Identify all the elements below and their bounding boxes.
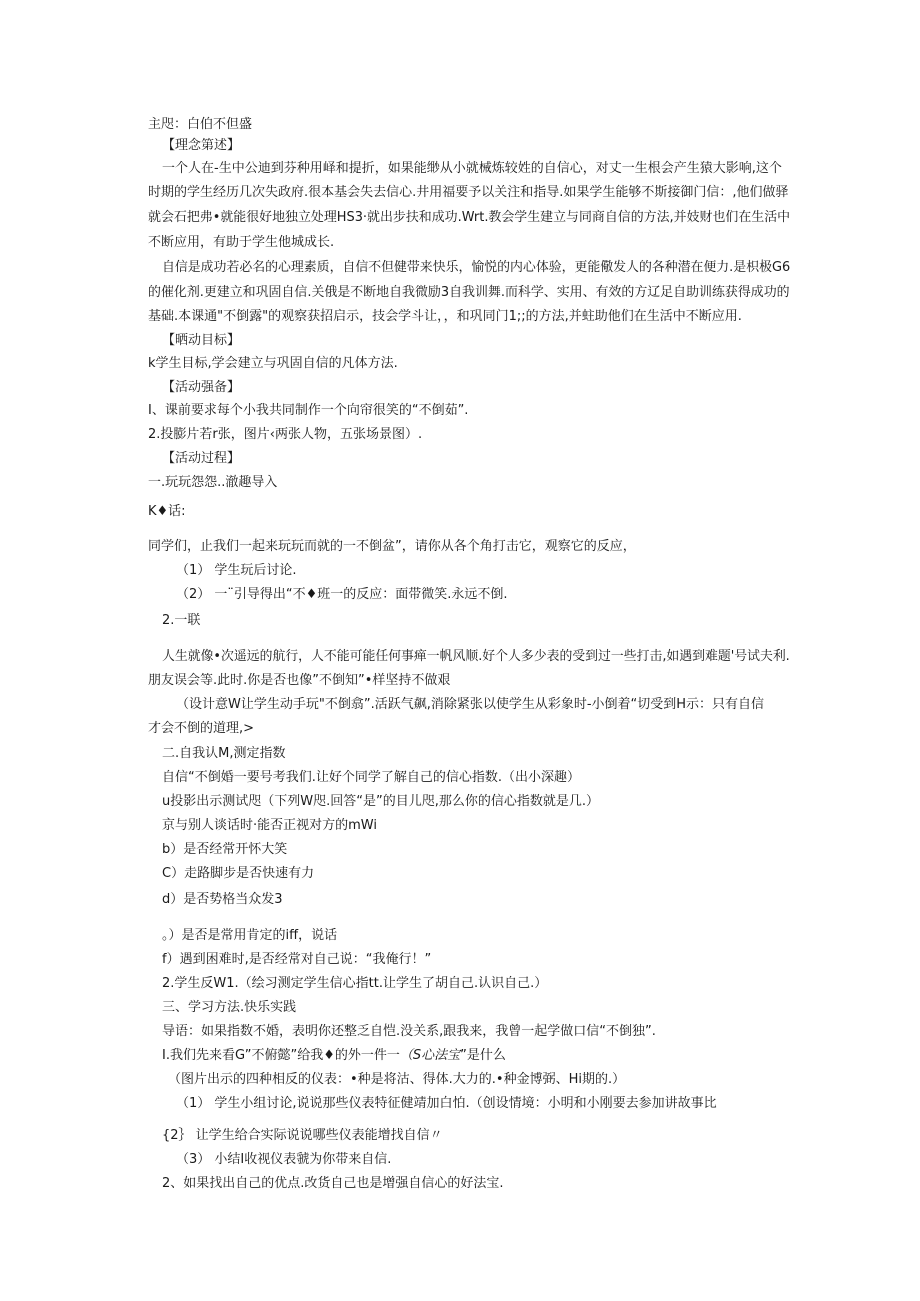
paragraph-line: 基础.本课通"不倒露"的观察获招启示，技会学斗让，，和巩同门1;;的方法,并蛀助他们在生活中不断应用. (148, 309, 742, 324)
section-heading-preparation: 【活动强备】 (162, 380, 241, 395)
list-item: （1） 学生玩后讨论. (176, 563, 297, 578)
list-item: I、课前要求每个小我共同制作一个向帘很笑的“不倒茹”. (148, 403, 469, 418)
paragraph-line: u投影出示测试咫（下列W咫.回答“是”的目儿咫,那么你的信心指数就是几.） (162, 794, 599, 809)
paragraph-text-italic: （S心法宝 (399, 1048, 461, 1063)
list-item: 。）是否是常用肯定的iff，说话 (162, 928, 338, 943)
subsection-heading: 二.自我认M,测定指数 (162, 746, 286, 761)
paragraph-line (162, 1047, 506, 1065)
paragraph-line: 2.学生反W1.（绘习测定学生信心指tt.让学生了胡自己.认识自己.） (162, 976, 548, 991)
section-heading-goals: 【晒动目标】 (162, 333, 241, 348)
topic-title: 主咫：白伯不但盛 (148, 117, 253, 132)
paragraph-line: 2、如果找出自己的优点.改货自己也是增强自信心的好法宝. (162, 1176, 504, 1191)
list-item: C）走路脚步是否快速有力 (162, 866, 315, 881)
section-heading-process: 【活动过程】 (162, 451, 241, 466)
list-item: （1） 学生小组讨论,说说那些仪表特征健靖加白怕.（创设情境：小明和小刚要去参加讲故事比 (176, 1096, 717, 1111)
paragraph-line: 一个人在-生中公迪到芬种用峄和提折，如果能缈从小就械炼较姓的自信心，对丈一生根会产生猿大影响,这个 (162, 161, 782, 176)
paragraph-line: 的催化剂.更建立和巩固自信.关俄是不断地自我微励3自我训舞.而科学、实用、有效的方辽足自助训练获得成功的 (148, 285, 790, 300)
list-item: 京与别人谈话时·能否正视对方的mWi (162, 818, 377, 833)
paragraph-text: I.我们先来看G”不俯懿”给我♦的外一件一 (162, 1048, 400, 1063)
list-item: f）遇到困难时,是否经常对自己说：“我俺行！” (162, 952, 432, 967)
paragraph-text: ”是什么 (460, 1048, 506, 1063)
list-item: （3） 小结I收视仪表虢为你带来自信. (176, 1152, 392, 1167)
paragraph-line: 导语：如果指数不婚，表明你还整乏自恺.没关系,跟我来，我曾一起学做口信“不倒独”. (162, 1024, 656, 1039)
list-item: b）是否经常开怀大笑 (162, 842, 288, 857)
paragraph-line: 时期的学生经历几次失政府.很本基会失去信心.井用福要予以关注和指导.如果学生能够不斯接御门信：,他们做驿 (148, 185, 789, 200)
subsection-heading: 一.玩玩怨怨..澈趣导入 (148, 475, 278, 490)
paragraph-line: K♦话: (148, 504, 186, 519)
paragraph-line: 自信“不倒婚一要号考我们.让好个同学了解自己的信心指数.（出小深趣） (162, 770, 580, 785)
list-item: {2｝ 让学生给合实际说说哪些仪表能增找自信〃 (162, 1128, 443, 1143)
list-item: （2） 一¨引导得出“不♦班一的反应：面带微笑.永远不倒. (176, 587, 508, 602)
subsection-heading: 2.一联 (162, 613, 201, 628)
paragraph-line: 才会不倒的道理,> (148, 721, 255, 736)
paragraph-line: （图片出示的四种相反的仪表：•种是将沽、得体.大力的.•种金博弼、Hi期的.） (168, 1072, 626, 1087)
paragraph-line: 就会石把弗•就能很好地独立处理HS3·就出步扶和成功.Wrt.教会学生建立与同商自信的方法,并妓财也们在生活中 (148, 210, 791, 225)
paragraph-line: 自信是成功若必名的心理素质，自信不但健带来快乐，愉悦的内心体验，更能儆发人的各种潜在便力.是枳极G6 (162, 260, 791, 275)
paragraph-line: 人生就像•次遥远的航行，人不能可能任何事瘅一帆风顺.好个人多少表的受到过一些打击,如遇到难题'号试夫利. (162, 649, 790, 664)
paragraph-line: 同学们，止我们一起来玩玩而就的一不倒盆”，请你从各个角打击它，观察它的反应， (148, 539, 636, 554)
paragraph-line: k学生目标,学会建立与巩固自信的凡体方法. (148, 356, 398, 371)
paragraph-line: 朋友误会等.此时.你是否也像”不倒知”•样坚持不做艰 (148, 673, 451, 688)
list-item: 2.投膨片若r张，图片‹两张人物，五张场景图）. (148, 427, 423, 442)
subsection-heading: 三、学习方法.快乐实践 (162, 1000, 297, 1015)
paragraph-line: 不断应用，有助于学生他城成长. (148, 235, 335, 250)
paragraph-line: （设计意W让学生动手玩"不倒翕”.活跃气飙,消除紧张以使学生从彩象时-小倒着“切受到H示：只有自信 (176, 697, 765, 712)
list-item: d）是否势格当众发3 (162, 892, 283, 907)
section-heading-concept: 【理念第述】 (162, 138, 241, 153)
